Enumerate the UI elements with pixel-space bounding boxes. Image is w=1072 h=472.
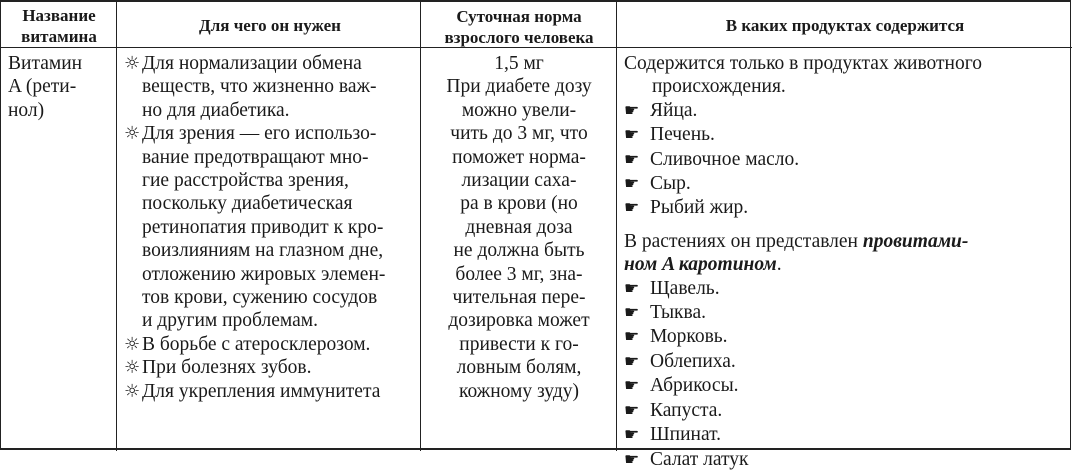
product-item: ☛ Шпинат. — [624, 423, 1066, 447]
cell-vitamin-name: Витамин A (рети- нол) — [8, 53, 83, 121]
plants-intro: В растениях он представлен провитами- — [624, 230, 969, 252]
header-sources: В каких продуктах содержится — [725, 16, 965, 35]
pointing-hand-icon: ☛ — [624, 278, 640, 299]
gear-icon: ☼ — [124, 380, 141, 402]
product-item: ☛ Сыр. — [624, 172, 1066, 196]
pointing-hand-icon: ☛ — [624, 449, 640, 470]
pointing-hand-icon: ☛ — [624, 198, 640, 219]
product-item: ☛ Тыква. — [624, 301, 1066, 325]
cell-daily-norm: 1,5 мг При диабете дозу можно увели- чить до 3 мг, что поможет норма- лизации саха- ра в крови (но дневная доза не должна быть более 3 мг, зна- чительная пере- дозировка может привести к го- ловным болям, кожному зуду) — [446, 53, 592, 402]
product-item: ☛ Облепиха. — [624, 350, 1066, 374]
product-item: ☛ Абрикосы. — [624, 374, 1066, 398]
cell-purpose — [116, 50, 420, 403]
pointing-hand-icon: ☛ — [624, 351, 640, 372]
purpose-item: ☼В борьбе с атеросклерозом. — [124, 333, 371, 355]
pointing-hand-icon: ☛ — [624, 125, 640, 146]
pointing-hand-icon: ☛ — [624, 376, 640, 397]
product-item: ☛ Салат латук — [624, 448, 1066, 472]
gear-icon: ☼ — [124, 357, 141, 379]
header-daily-norm: Суточная норма взрослого человека — [444, 7, 594, 47]
pointing-hand-icon: ☛ — [624, 425, 640, 446]
cell-sources: Содержится только в продуктах животного происхождения. ☛ Яйца. ☛ Печень. ☛ Сливочное масло. ☛ Сыр. ☛ Рыбий жир. В растениях он представлен провитами- ном A каротином. ☛ Щавель. ☛ Тыква. ☛ Морковь. ☛ Облепиха. ☛ Абрикосы. ☛ Капуста. ☛ Шпинат. ☛ Салат латук — [616, 50, 1072, 472]
pointing-hand-icon: ☛ — [624, 149, 640, 170]
product-item: ☛ Морковь. — [624, 325, 1066, 349]
pointing-hand-icon: ☛ — [624, 174, 640, 195]
product-item: ☛ Сливочное масло. — [624, 148, 1066, 172]
purpose-item: ☼Для зрения — его использо- вание предотвращают мно- гие расстройства зрения, поскольку диабетическая ретинопатия приводит к кро- воизлияниям на глазном дне, отложению жировых элемен- тов крови, сужению сосудов и другим проблемам. — [124, 123, 386, 332]
header-vitamin-name: Название витамина — [21, 6, 97, 46]
product-item: ☛ Рыбий жир. — [624, 196, 1066, 220]
gear-icon: ☼ — [124, 333, 141, 355]
purpose-item: ☼Для укрепления иммунитета — [124, 380, 381, 402]
pointing-hand-icon: ☛ — [624, 400, 640, 421]
header-purpose: Для чего он нужен — [199, 16, 341, 35]
pointing-hand-icon: ☛ — [624, 100, 640, 121]
product-item: ☛ Яйца. — [624, 99, 1066, 123]
product-item: ☛ Щавель. — [624, 277, 1066, 301]
purpose-item: ☼Для нормализации обмена веществ, что жизненно важ- но для диабетика. — [124, 53, 377, 121]
purpose-item: ☼При болезнях зубов. — [124, 357, 312, 379]
product-item: ☛ Капуста. — [624, 399, 1066, 423]
gear-icon: ☼ — [124, 123, 141, 145]
pointing-hand-icon: ☛ — [624, 327, 640, 348]
pointing-hand-icon: ☛ — [624, 303, 640, 324]
product-item: ☛ Печень. — [624, 123, 1066, 147]
gear-icon: ☼ — [124, 53, 141, 74]
